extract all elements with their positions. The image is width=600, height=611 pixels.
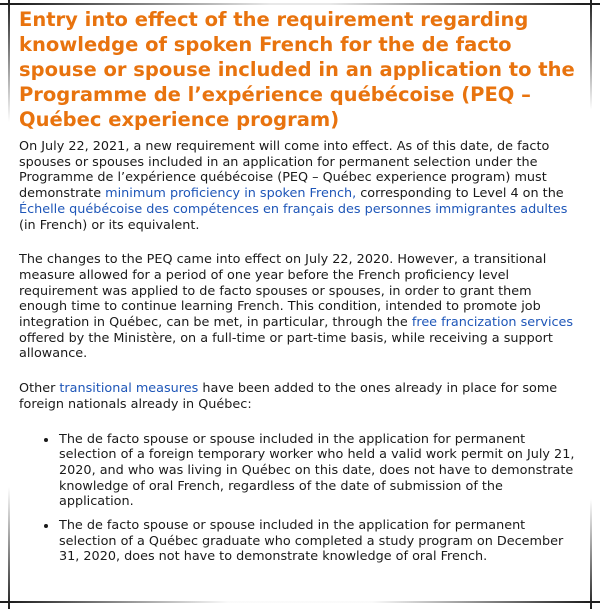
text-segment: Other (19, 381, 60, 397)
frame-border-top (0, 3, 600, 5)
inline-link[interactable]: free francization services (411, 315, 574, 331)
text-segment: have been added to the ones already in place for some foreign nationals already in Québec: (19, 381, 558, 412)
frame-border-bottom (0, 601, 600, 603)
list-item: • The de facto spouse or spouse included in the application for permanent selection of a Québec graduate who completed a study program on December 31, 2020, does not have to demonstrate knowledge of oral French. (58, 518, 581, 565)
inline-link[interactable]: Échelle québécoise des compétences en français des personnes immigrantes adultes (19, 201, 568, 217)
frame-border-right (590, 0, 592, 609)
list-item: • The de facto spouse or spouse included in the application for permanent selection of a foreign temporary worker who held a valid work permit on July 21, 2020, and who was living in Québec on this date, does not have to demonstrate knowledge of oral French, regardless of the date of submission of the application. (58, 432, 581, 511)
paragraphs (19, 139, 581, 413)
paragraph (19, 139, 581, 233)
text-segment: The changes to the PEQ came into effect on July 22, 2020. However, a transitional measure allowed for a period of one year before the French proficiency level requirement was applied to de facto spouses or spouses, in order to grant them enough time to continue learning French. This condition, intended to promote job integration in Québec, can be met, in particular, through the (19, 252, 547, 331)
text-segment: corresponding to Level 4 on the (356, 186, 564, 202)
bullet-list (19, 432, 581, 566)
inline-link[interactable]: minimum proficiency in spoken French, (105, 186, 357, 202)
text-segment: On July 22, 2021, a new requirement will come into effect. As of this date, de facto spouses or spouses included in an application for permanent selection under the Programme de l’expérience québécoise (PEQ – Québec experience program) must demonstrate (19, 139, 550, 202)
inline-link[interactable]: transitional measures (59, 381, 199, 397)
text-segment: offered by the Ministère, on a full-time or part-time basis, while receiving a support allowance. (19, 330, 553, 362)
text-segment: (in French) or its equivalent. (19, 217, 200, 233)
paragraph (19, 381, 581, 412)
article (19, 7, 581, 573)
frame-border-left (8, 0, 10, 609)
paragraph (19, 252, 581, 362)
page-title: Entry into effect of the requirement regarding knowledge of spoken French for the de facto spouse or spouse included in an application to the Programme de l’expérience québécoise (PEQ – Québec experience program) (19, 8, 575, 131)
